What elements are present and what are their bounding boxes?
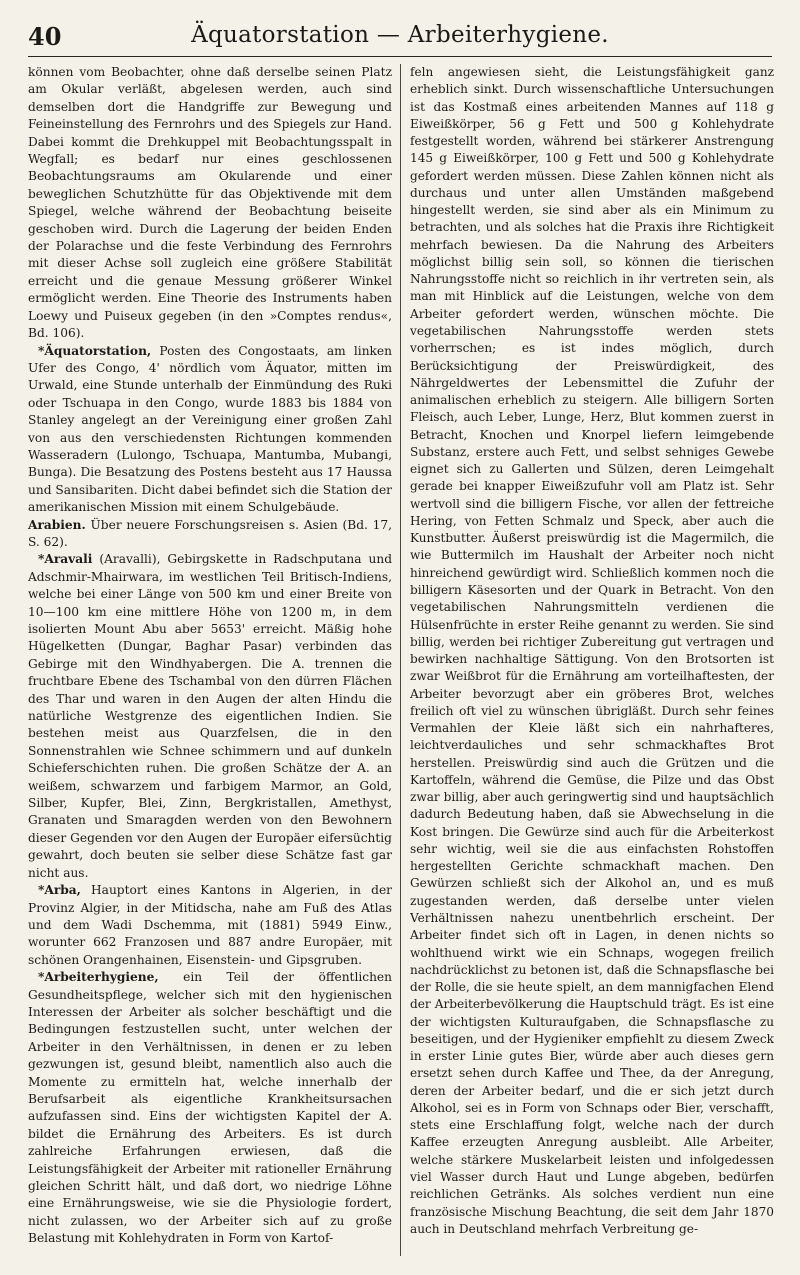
running-title: Äquatorstation — Arbeiterhygiene. <box>191 22 609 48</box>
headword: Arabien. <box>28 517 86 532</box>
entry-text: (Aravalli), Gebirgskette in Radschputana und Adschmir-Mhairwara, im westlichen Teil Britisch-Indiens, welche bei einer Länge von 500 km und einer Breite von 10—100 km eine mittlere Höhe von 1200 m, in dem isolierten Mount Abu aber 5653' erreicht. Mäßig hohe Hügelketten (Dungar, Baghar Pasar) verbinden das Gebirge mit den Windhyabergen. Die A. trennen die fruchtbare Ebene des Tschambal von den dürren Flächen des Thar und waren in den Augen der alten Hindu die natürliche Westgrenze des eigentlichen Indien. Sie bestehen meist aus Quarzfelsen, die in den Sonnenstrahlen wie Schnee schimmern und auf dunkeln Schieferschichten ruhen. Die großen Schätze der A. an weißem, schwarzem und farbigem Marmor, an Gold, Silber, Kupfer, Blei, Zinn, Bergkristallen, Amethyst, Granaten und Smaragden werden von den Bewohnern dieser Gegenden vor den Augen der Europäer eifersüchtig gewahrt, doch beuten sie selber diese Schätze fast gar nicht aus. <box>28 552 392 880</box>
entry-text: ein Teil der öffentlichen Gesundheitspflege, welcher sich mit den hygienischen Interessen der Arbeiter als solcher beschäftigt und die Bedingungen festzustellen sucht, unter welchen der Arbeiter in den Verhältnissen, in denen er zu leben gezwungen ist, gesund bleibt, namentlich also auch die Momente zu ermitteln hat, welche innerhalb der Berufsarbeit als eigentliche Krankheitsursachen aufzufassen sind. Eins der wichtigsten Kapitel der A. bildet die Ernährung des Arbeiters. Es ist durch zahlreiche Erfahrungen erwiesen, daß die Leistungsfähigkeit der Arbeiter mit rationeller Ernährung gleichen Schritt hält, und daß dort, wo niedrige Löhne eine Ernährungsweise, wie sie die Physiologie fordert, nicht zulassen, wo der Arbeiter sich auf zu große Belastung mit Kohlehydraten in Form von Kartof- <box>28 970 392 1246</box>
entry-text: Posten des Congostaats, am linken Ufer des Congo, 4' nördlich vom Äquator, mitten im Urwald, eine Stunde unterhalb der Einmündung des Ruki oder Tschuapa in den Congo, wurde 1883 bis 1884 von Stanley angelegt an der Vereinigung einer großen Zahl von aus den verschiedensten Richtungen kommenden Wasseradern (Lulongo, Tschuapa, Mantumba, Mubangi, Bunga). Die Besatzung des Postens besteht aus 17 Haussa und Sansibariten. Dicht dabei befindet sich die Station der amerikanischen Mission mit einem Schulgebäude. <box>28 343 392 515</box>
page-header <box>28 20 772 57</box>
continued-paragraph: können vom Beobachter, ohne daß derselbe seinen Platz am Okular verläßt, abgelesen werden, auch sind demselben dort die Handgriffe zur Bewegung und Feineinstellung des Fernrohrs und des Spiegels zur Hand. Dabei kommt die Drehkuppel mit Beobachtungsspalt in Wegfall; es bedarf nur eines geschlossenen Beobachtungsraums am Okularende und einer beweglichen Schutzhütte für das Objektivende mit dem Spiegel, welche während der Beobachtung beiseite geschoben wird. Durch die Lagerung der beiden Enden der Polarachse und die feste Verbindung des Fernrohrs mit dieser Achse soll zugleich eine größere Stabilität erreicht und die genaue Messung größerer Winkel ermöglicht werden. Eine Theorie des Instruments haben Loewy und Puiseux gegeben (in den »Comptes rendus«, Bd. 106). <box>28 65 392 341</box>
continued-paragraph: feln angewiesen sieht, die Leistungsfähigkeit ganz erheblich sinkt. Durch wissenschaftliche Untersuchungen ist das Kostmaß eines arbeitenden Mannes auf 118 g Eiweißkörper, 56 g Fett und 500 g Kohlehydrate festgestellt worden, während bei stärkerer Anstrengung 145 g Eiweißkörper, 100 g Fett und 500 g Kohlehydrate gefordert werden müssen. Diese Zahlen können nicht als durchaus und unter allen Umständen maßgebend hingestellt werden, sie sind aber als ein Minimum zu betrachten, und als solches hat die Praxis ihre Richtigkeit mehrfach bewiesen. Da die Nahrung des Arbeiters möglichst billig sein soll, so können die tierischen Nahrungsstoffe nicht so reichlich in ihr vertreten sein, als man mit Hinblick auf die Leistungen, welche von dem Arbeiter gefordert werden, wünschen möchte. Die vegetabilischen Nahrungsstoffe werden stets vorherrschen; es ist indes möglich, durch Berücksichtigung der Preiswürdigkeit, des Nährgeldwertes der Lebensmittel die Zufuhr der animalischen erheblich zu steigern. Alle billigern Sorten Fleisch, auch Leber, Lunge, Herz, Blut kommen zuerst in Betracht, Knochen und Knorpel liefern leimgebende Substanz, erstere auch Fett, und selbst sehniges Gewebe eignet sich zu Gallerten und Sülzen, deren Leimgehalt gerade bei knapper Eiweißzufuhr voll am Platz ist. Sehr wertvoll sind die billigern Fische, vor allen der fettreiche Hering, von Fetten Schmalz und Speck, aber auch die Kunstbutter. Äußerst preiswürdig ist die Magermilch, die wie Buttermilch im Haushalt der Arbeiter noch nicht hinreichend gewürdigt wird. Schließlich kommen noch die billigern Käsesorten und der Quark in Betracht. Von den vegetabilischen Nahrungsmitteln verdienen die Hülsenfrüchte in erster Reihe genannt zu werden. Sie sind billig, werden bei richtiger Zubereitung gut vertragen und bewirken nachhaltige Sättigung. Von den Brotsorten ist zwar Weißbrot für die Ernährung am vorteilhaftesten, der Arbeiter bevorzugt aber ein gröberes Brot, welches freilich oft viel zu wünschen übrigläßt. Durch sehr feines Vermahlen der Kleie läßt sich ein nahrhafteres, leichtverdauliches und sehr schmackhaftes Brot herstellen. Preiswürdig sind auch die Grützen und die Kartoffeln, während die Gemüse, die Pilze und das Obst zwar billig, aber auch geringwertig sind und hauptsächlich dadurch Bedeutung haben, daß sie Abwechselung in die Kost bringen. Die Gewürze sind auch für die Arbeiterkost sehr wichtig, weil sie die aus einfachsten Rohstoffen hergestellten Gerichte schmackhaft machen. Den Gewürzen schließt sich der Alkohol an, und es muß zugestanden werden, daß derselbe unter vielen Verhältnissen nahezu unentbehrlich erscheint. Der Arbeiter findet sich oft in Lagen, in denen nichts so wohlthuend wirkt wie ein Schnaps, wogegen freilich nachdrücklichst zu betonen ist, daß die Schnapsflasche bei der Rolle, die sie heute spielt, an dem mannigfachen Elend der Arbeiterbevölkerung die Hauptschuld trägt. Es ist eine der wichtigsten Kulturaufgaben, die Schnapsflasche zu beseitigen, und der Hygieniker empfiehlt zu diesem Zweck in erster Linie gutes Bier, würde aber auch dieses gern ersetzt sehen durch Kaffee und Thee, da der Anregung, deren der Arbeiter bedarf, und die er sich jetzt durch Alkohol, sei es in Form von Schnaps oder Bier, verschafft, stets eine Erschlaffung folgt, welche nach der durch Kaffee erzeugten Anregung ausbleibt. Alle Arbeiter, welche stärkere Muskelarbeit leisten und infolgedessen viel Wasser durch Haut und Lunge abgeben, bedürfen reichlichen Getränks. Als solches verdient nun eine französische Mischung Beachtung, die seit dem Jahr 1870 auch in Deutschland mehrfach Verbreitung ge- <box>410 65 774 1236</box>
headword: *Aravali <box>38 552 93 567</box>
entry-aravali <box>28 551 392 882</box>
entry-arabien <box>28 517 392 552</box>
entry-arbeiterhygiene <box>28 969 392 1248</box>
entry-text: Hauptort eines Kantons in Algerien, in der Provinz Algier, in der Mitidscha, nahe am Fuß des Atlas und dem Wadi Dschemma, mit (1881) 5949 Einw., worunter 662 Franzosen und 887 andre Europäer, mit schönen Orangenhainen, Eisenstein- und Gipsgruben. <box>28 883 392 967</box>
column-divider <box>400 64 401 1256</box>
headword: *Arba, <box>38 883 81 898</box>
entry-arba <box>28 882 392 969</box>
left-column <box>28 64 392 1256</box>
page-number: 40 <box>28 22 62 51</box>
entry-aequatorstation <box>28 343 392 517</box>
entry-text: Über neuere Forschungsreisen s. Asien (Bd. 17, S. 62). <box>28 517 392 549</box>
headword: *Arbeiterhygiene, <box>38 970 159 985</box>
headword: *Äquatorstation, <box>38 343 152 358</box>
right-column <box>410 64 774 1256</box>
